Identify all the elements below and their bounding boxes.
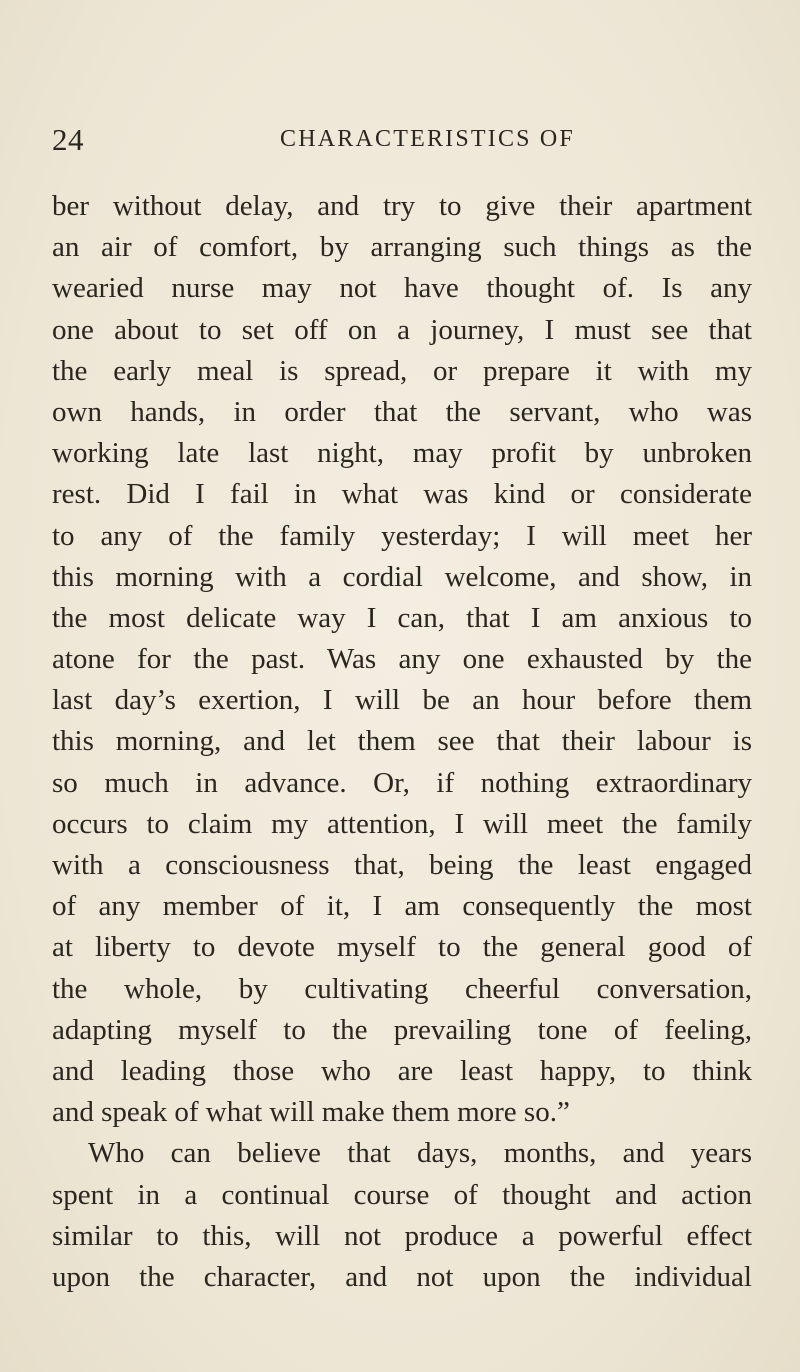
text-line: and speak of what will make them more so.” bbox=[52, 1096, 570, 1129]
text-line: this morning with a cordial welcome, and show, in bbox=[52, 560, 752, 593]
text-line: spent in a continual course of thought and action bbox=[52, 1178, 752, 1211]
text-line: to any of the family yesterday; I will meet her bbox=[52, 519, 752, 552]
text-line: with a consciousness that, being the least engaged bbox=[52, 849, 752, 881]
text-line: an air of comfort, by arranging such things as the bbox=[52, 231, 752, 264]
text-line: upon the character, and not upon the individual bbox=[52, 1260, 752, 1293]
text-line: rest. Did I fail in what was kind or considerate bbox=[52, 478, 752, 511]
text-line: so much in advance. Or, if nothing extraordinary bbox=[52, 766, 752, 799]
text-line: of any member of it, I am consequently the most bbox=[52, 890, 752, 923]
text-line: working late last night, may profit by unbroken bbox=[52, 437, 752, 470]
text-line: one about to set off on a journey, I must see that bbox=[52, 313, 752, 346]
text-line: occurs to claim my attention, I will meet the family bbox=[52, 807, 752, 840]
text-line: last day’s exertion, I will be an hour before them bbox=[52, 684, 752, 717]
text-line: wearied nurse may not have thought of. Is any bbox=[52, 272, 752, 305]
text-line: this morning, and let them see that their labour is bbox=[52, 725, 752, 758]
text-line: own hands, in order that the servant, who was bbox=[52, 395, 752, 428]
text-line: at liberty to devote myself to the general good of bbox=[52, 931, 752, 964]
body-text bbox=[52, 186, 752, 1298]
running-title: CHARACTERISTICS OF bbox=[280, 126, 575, 152]
page-number: 24 bbox=[52, 122, 84, 157]
text-line: and leading those who are least happy, to think bbox=[52, 1054, 752, 1087]
text-line: Who can believe that days, months, and years bbox=[88, 1137, 752, 1170]
text-line: the whole, by cultivating cheerful conversation, bbox=[52, 972, 752, 1005]
text-line: atone for the past. Was any one exhausted by the bbox=[52, 643, 752, 676]
text-line: ber without delay, and try to give their apartment bbox=[52, 190, 752, 222]
text-line: the most delicate way I can, that I am anxious to bbox=[52, 601, 752, 634]
text-line: the early meal is spread, or prepare it with my bbox=[52, 354, 752, 387]
text-line: adapting myself to the prevailing tone of feeling, bbox=[52, 1013, 752, 1046]
text-line: similar to this, will not produce a powerful effect bbox=[52, 1219, 752, 1252]
page-header bbox=[52, 122, 760, 162]
